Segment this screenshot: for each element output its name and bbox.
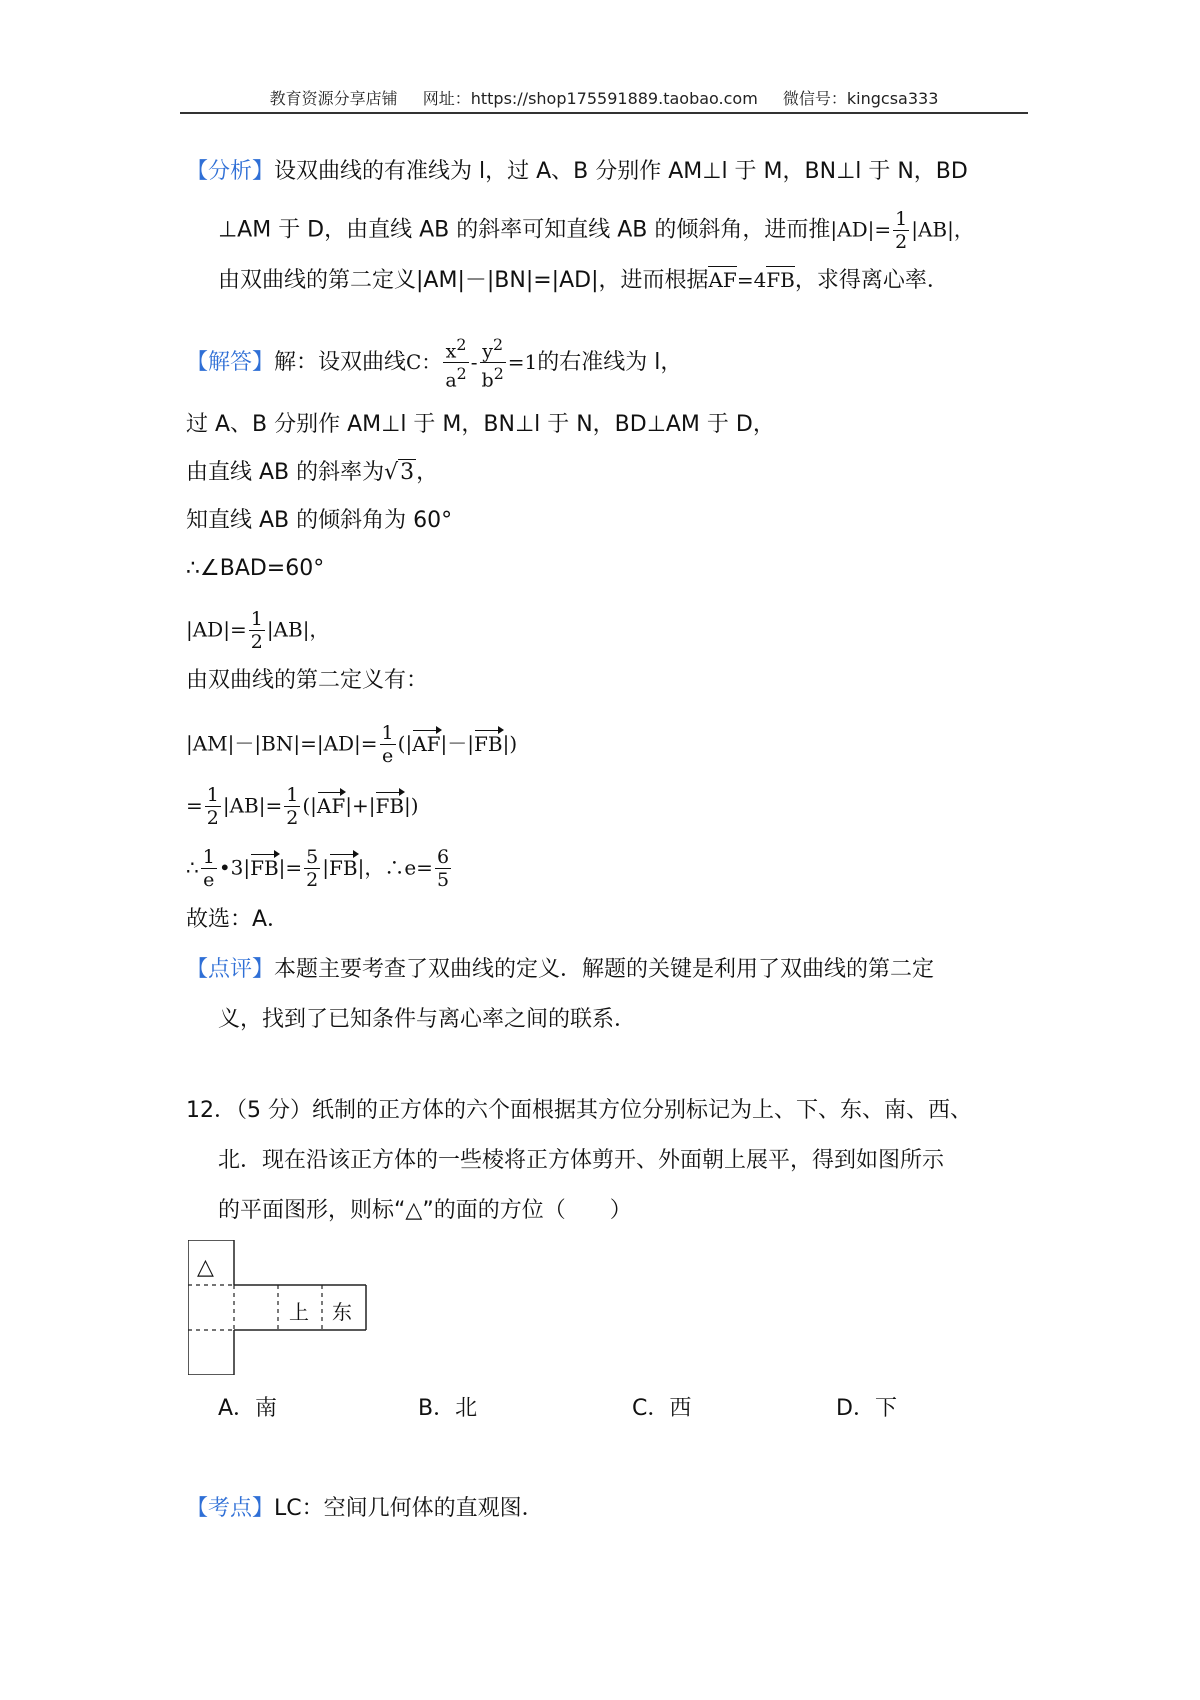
ab-abs: |AB|=	[222, 793, 283, 818]
fraction-six-five	[435, 846, 451, 891]
e-equals: |，∴e=	[357, 855, 433, 880]
ad-abs: |AD|=	[186, 617, 247, 642]
fraction-five-half	[304, 846, 320, 891]
minus-sign: -	[470, 349, 478, 374]
header-rule	[180, 112, 1028, 114]
therefore: ∴	[186, 855, 199, 880]
equals: =	[186, 793, 203, 818]
shop-name: 教育资源分享店铺	[269, 89, 398, 108]
answer-line-2: 过 A、B 分别作 AM⊥l 于 M，BN⊥l 于 N，BD⊥AM 于 D，	[186, 412, 775, 437]
frac-den: e	[380, 744, 396, 767]
answer-line-1	[186, 334, 682, 392]
frac-num: 5	[306, 846, 319, 868]
vector-af: AF	[317, 791, 345, 821]
shop-url	[423, 89, 758, 108]
answer-text-1: 解：设双曲线	[274, 349, 407, 375]
frac-den	[480, 362, 506, 391]
answer-line-7: 由双曲线的第二定义有：	[186, 668, 429, 693]
analysis-ad: |AD|=	[830, 217, 892, 242]
frac-num: 1	[895, 208, 908, 230]
fraction-x2-a2	[443, 334, 468, 392]
knowledge-line	[186, 1494, 544, 1524]
answer-text-1-end: 的右准线为 l，	[537, 349, 683, 375]
a-var: a	[445, 369, 457, 392]
frac-den: 2	[250, 631, 263, 653]
hyperbola-c: C：	[406, 349, 442, 374]
abs-bar: |	[322, 855, 330, 880]
equals-four: =4	[736, 268, 767, 292]
url-label: 网址：	[422, 89, 471, 108]
vector-fb: FB	[250, 853, 279, 883]
analysis-text-3-end: ，求得离心率．	[794, 268, 949, 293]
frac-num: 1	[202, 846, 215, 868]
comment-text-1: 本题主要考查了双曲线的定义．解题的关键是利用了双曲线的第二定	[274, 957, 935, 982]
question-line-3: 的平面图形，则标“△”的面的方位（ ）	[218, 1198, 632, 1223]
answer-line-4: 知直线 AB 的倾斜角为 60°	[186, 508, 453, 533]
analysis-text-1: 设双曲线的有准线为 l，过 A、B 分别作 AM⊥l 于 M，BN⊥l 于 N，BD	[274, 159, 968, 184]
vector-af: AF	[708, 268, 737, 292]
choice-c[interactable]: C．西	[632, 1396, 692, 1421]
comma: ，	[416, 460, 439, 485]
frac-num	[443, 334, 468, 362]
net-east-face: 东	[332, 1300, 352, 1324]
sq: 2	[456, 335, 467, 354]
frac-num: 1	[286, 784, 299, 806]
answer-line-11: 故选：A．	[186, 907, 290, 932]
paren-open: (|	[397, 731, 413, 756]
wechat-label: 微信号：	[782, 89, 847, 108]
net-triangle-face: △	[197, 1255, 214, 1280]
fraction-half	[284, 784, 300, 829]
frac-den	[443, 362, 468, 391]
frac-den: 2	[895, 231, 908, 253]
vector-fb: FB	[329, 853, 358, 883]
vector-fb: FB	[766, 268, 795, 292]
comment-tag: 【点评】	[186, 957, 275, 982]
answer-line-8	[186, 722, 517, 767]
answer-line-6	[186, 608, 329, 653]
frac-num: 1	[381, 722, 394, 744]
fraction-inv-e	[201, 846, 217, 891]
answer-line-10	[186, 846, 453, 891]
minus-abs: |－|	[440, 731, 474, 756]
analysis-text-3: 由双曲线的第二定义|AM|－|BN|=|AD|，进而根据	[218, 268, 709, 293]
choice-b[interactable]: B．北	[418, 1396, 478, 1421]
analysis-line-1	[186, 157, 968, 187]
frac-num: 1	[250, 608, 263, 630]
y-var: y	[482, 340, 493, 363]
fraction-y2-b2	[480, 334, 506, 392]
equals: |=	[278, 855, 303, 880]
page-header	[180, 86, 1028, 109]
answer-line-5: ∴∠BAD=60°	[186, 556, 325, 581]
analysis-line-3	[218, 265, 949, 296]
paren-close: |)	[502, 731, 518, 756]
vector-fb: FB	[375, 791, 404, 821]
vector-fb: FB	[474, 729, 503, 759]
analysis-line-2	[218, 208, 974, 253]
answer-tag: 【解答】	[186, 349, 275, 375]
frac-den: 5	[436, 869, 450, 891]
comment-line-2: 义，找到了已知条件与离心率之间的联系．	[218, 1007, 637, 1032]
choice-a[interactable]: A．南	[218, 1396, 278, 1421]
sq: 2	[492, 335, 504, 354]
choice-d[interactable]: D．下	[836, 1396, 897, 1421]
fraction-half	[893, 208, 909, 253]
question-line-1: 12．（5 分）纸制的正方体的六个面根据其方位分别标记为上、下、东、南、西、	[186, 1098, 972, 1123]
fraction-half	[205, 784, 221, 829]
frac-den: e	[201, 868, 217, 891]
paren-close: |)	[404, 793, 419, 818]
frac-num: 6	[436, 846, 450, 868]
analysis-tag: 【分析】	[186, 159, 275, 184]
plus-abs: |+|	[345, 793, 376, 818]
fraction-half	[249, 608, 265, 653]
x-var: x	[445, 340, 457, 363]
equals-one: =1	[507, 349, 538, 374]
answer-text-3: 由直线 AB 的斜率为	[186, 460, 385, 485]
vector-af: AF	[412, 729, 440, 759]
sq: 2	[456, 364, 467, 384]
sqrt-radicand: 3	[400, 460, 415, 485]
analysis-text-2: ⊥AM 于 D，由直线 AB 的斜率可知直线 AB 的倾斜角，进而推	[218, 217, 831, 243]
answer-line-3	[186, 458, 438, 488]
frac-num: 1	[206, 784, 219, 806]
analysis-ab: |AB|，	[911, 217, 974, 242]
knowledge-tag: 【考点】	[186, 1496, 275, 1521]
wechat-text: kingcsa333	[846, 89, 939, 108]
fraction-inv-e	[380, 722, 396, 767]
url-text: https://shop175591889.taobao.com	[470, 89, 758, 108]
net-up-face: 上	[289, 1300, 309, 1324]
b-var: b	[481, 369, 494, 392]
question-line-2: 北．现在沿该正方体的一些棱将正方体剪开、外面朝上展平，得到如图所示	[218, 1148, 945, 1173]
frac-num	[480, 334, 506, 362]
knowledge-text: LC：空间几何体的直观图．	[274, 1496, 544, 1521]
times-three: •3|	[218, 855, 251, 880]
answer-line-9	[186, 784, 419, 829]
ab-abs: |AB|，	[266, 617, 330, 642]
sq: 2	[493, 364, 504, 384]
second-def-eq: |AM|－|BN|=|AD|=	[186, 731, 378, 756]
comment-line-1	[186, 955, 934, 985]
wechat-id	[783, 89, 939, 108]
frac-den: 2	[286, 807, 299, 829]
frac-den: 2	[306, 869, 319, 891]
paren-open: (|	[302, 793, 317, 818]
frac-den: 2	[206, 807, 219, 829]
sqrt-three: √3	[384, 460, 415, 485]
